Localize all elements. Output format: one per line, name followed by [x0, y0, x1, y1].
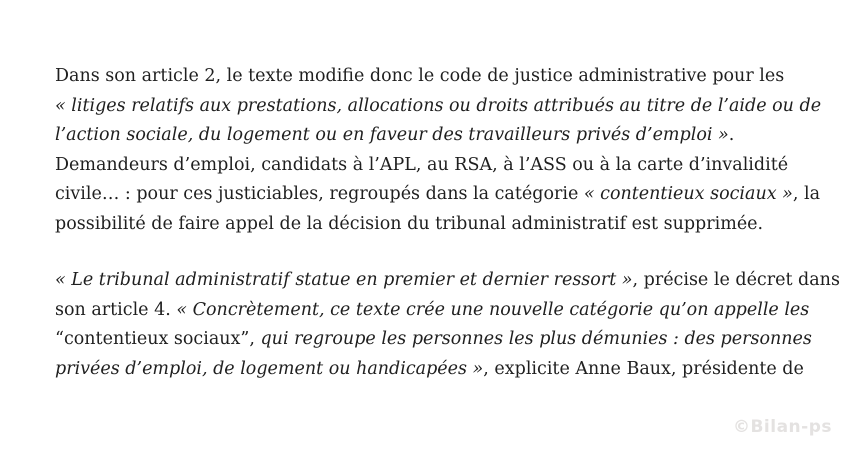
text-line — [55, 266, 840, 296]
quoted-italic-text: « Le tribunal administratif statue en premier et dernier ressort » — [55, 270, 633, 290]
text-line — [55, 325, 812, 355]
text-line — [55, 121, 805, 151]
body-text: Dans son article 2, le texte modifie donc le code de justice administrative pour les — [55, 66, 785, 86]
article-text — [55, 62, 840, 411]
text-line — [55, 151, 805, 181]
body-text: , explicite Anne Baux, présidente de — [483, 358, 804, 379]
quoted-italic-text: privées d’emploi, de logement ou handicapées » — [55, 358, 484, 379]
quoted-italic-text: qui regroupe les personnes les plus démunies : des personnes — [260, 329, 812, 349]
watermark: ©Bilan-ps — [732, 417, 832, 437]
paragraph — [55, 266, 840, 384]
body-text: . — [728, 125, 735, 145]
quoted-italic-text: « Concrètement, ce texte crée une nouvelle catégorie qu’on appelle les — [176, 299, 810, 320]
text-line — [55, 210, 805, 240]
body-text: civile… : pour ces justiciables, regroupés dans la catégorie — [55, 184, 584, 204]
body-text: , la — [792, 184, 821, 204]
text-line — [55, 62, 805, 92]
quoted-italic-text: « contentieux sociaux » — [583, 184, 793, 204]
quoted-italic-text: l’action sociale, du logement ou en faveur des travailleurs privés d’emploi » — [55, 125, 729, 145]
quoted-italic-text: « litiges relatifs aux prestations, allocations ou droits attribués au titre de l’aide ou de — [55, 95, 822, 116]
body-text: Demandeurs d’emploi, candidats à l’APL, au RSA, à l’ASS ou à la carte d’invalidité — [55, 154, 789, 175]
body-text: “contentieux sociaux”, — [55, 329, 261, 349]
text-line — [55, 355, 805, 385]
body-text: son article 4. — [55, 299, 177, 320]
text-line — [55, 92, 822, 122]
text-line — [55, 296, 810, 326]
body-text: possibilité de faire appel de la décision du tribunal administratif est supprimée. — [55, 213, 764, 234]
body-text: , précise le décret dans — [632, 270, 840, 290]
text-line — [55, 180, 821, 210]
paragraph — [55, 62, 822, 239]
